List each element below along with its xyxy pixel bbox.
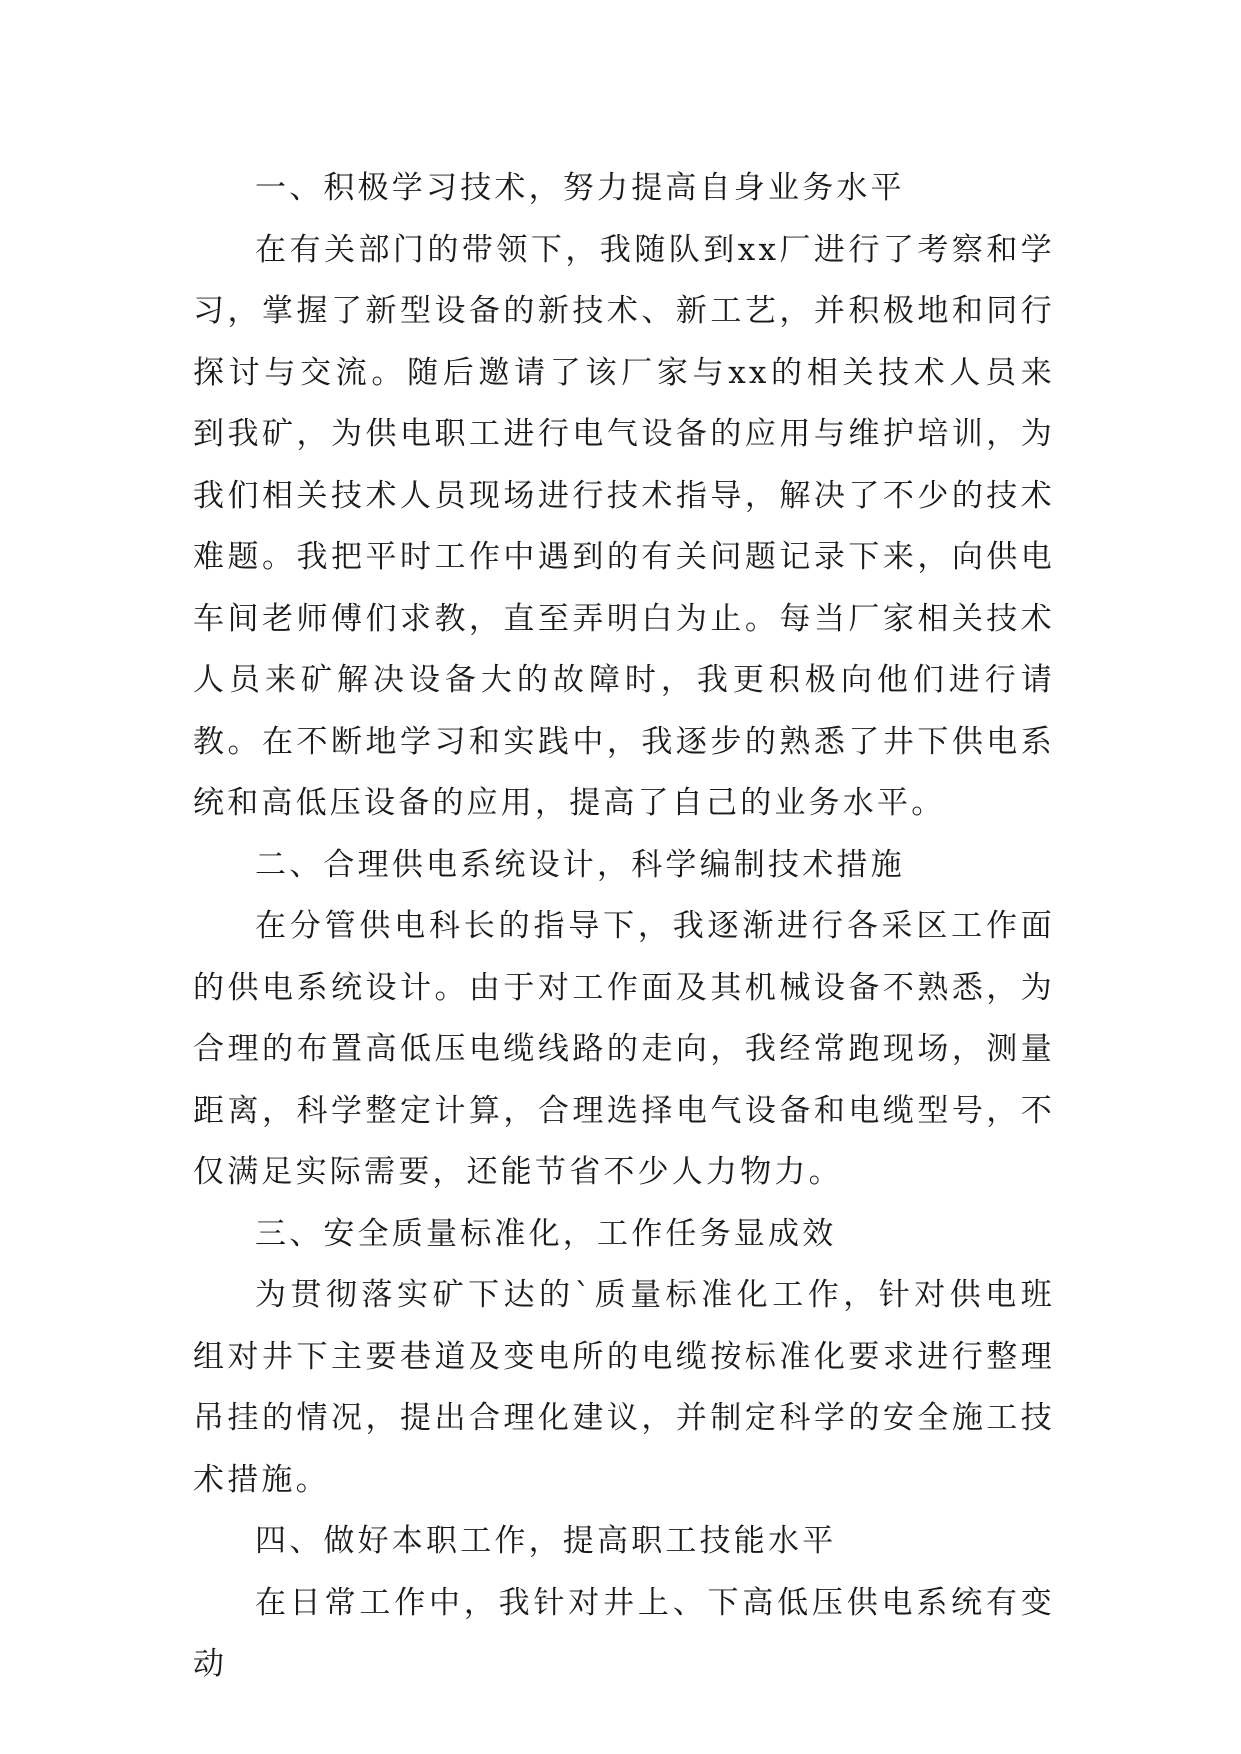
body-paragraph-1: 在有关部门的带领下，我随队到xx厂进行了考察和学习，掌握了新型设备的新技术、新工艺，并积极地和同行探讨与交流。随后邀请了该厂家与xx的相关技术人员来到我矿，为供电职工进行电气设备的应用与维护培训，为我们相关技术人员现场进行技术指导，解决了不少的技术难题。我把平时工作中遇到的有关问题记录下来，向供电车间老师傅们求教，直至弄明白为止。每当厂家相关技术人员来矿解决设备大的故障时，我更积极向他们进行请教。在不断地学习和实践中，我逐步的熟悉了井下供电系统和高低压设备的应用，提高了自己的业务水平。	[193, 231, 1055, 821]
section-heading-3: 三、安全质量标准化，工作任务显成效	[255, 1215, 837, 1252]
body-paragraph-2: 在分管供电科长的指导下，我逐渐进行各采区工作面的供电系统设计。由于对工作面及其机械设备不熟悉，为合理的布置高低压电缆线路的走向，我经常跑现场，测量距离，科学整定计算，合理选择电气设备和电缆型号，不仅满足实际需要，还能节省不少人力物力。	[193, 908, 1055, 1190]
section-heading-1: 一、积极学习技术，努力提高自身业务水平	[255, 170, 905, 206]
body-paragraph-4: 在日常工作中，我针对井上、下高低压供电系统有变动	[193, 1584, 1055, 1682]
section-heading-4: 四、做好本职工作，提高职工技能水平	[255, 1523, 837, 1559]
section-heading-2: 二、合理供电系统设计，科学编制技术措施	[255, 846, 905, 883]
document-body	[193, 158, 1055, 1696]
body-paragraph-3: 为贯彻落实矿下达的`质量标准化工作，针对供电班组对井下主要巷道及变电所的电缆按标准化要求进行整理吊挂的情况，提出合理化建议，并制定科学的安全施工技术措施。	[193, 1277, 1055, 1498]
